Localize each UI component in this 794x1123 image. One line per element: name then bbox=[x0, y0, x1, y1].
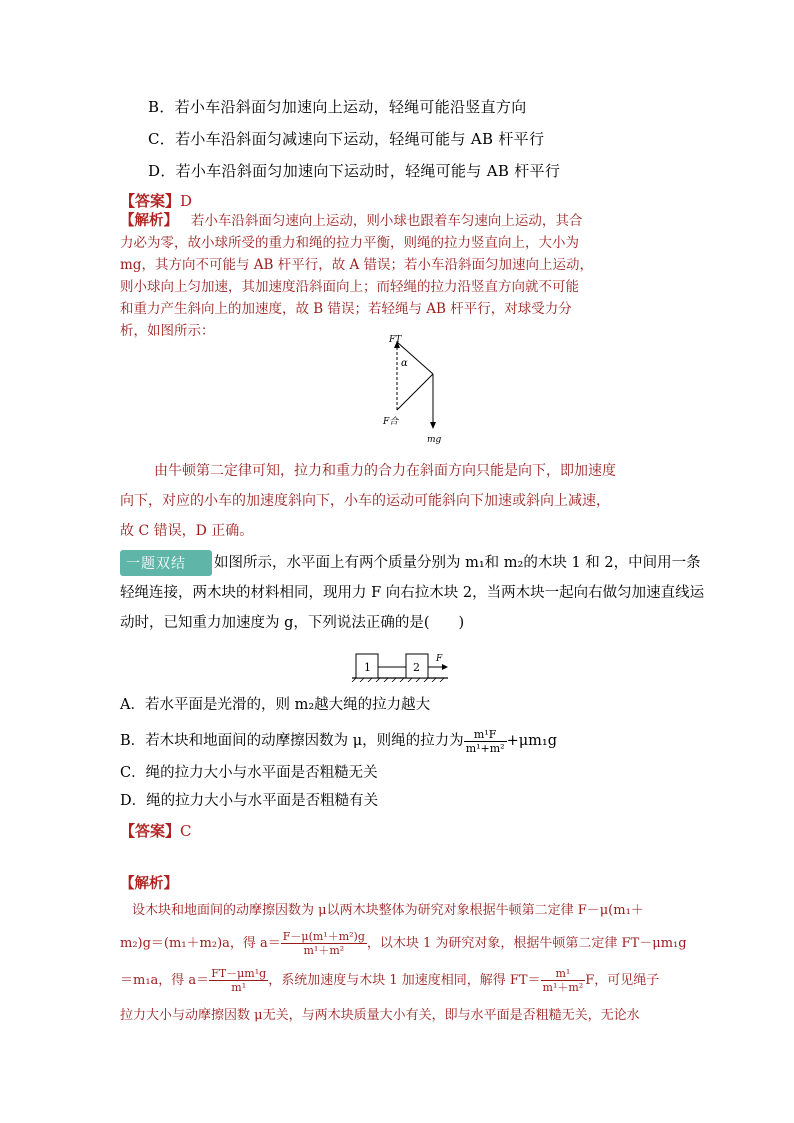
force-diagram bbox=[375, 332, 465, 447]
analysis-line: 析，如图所示： bbox=[120, 323, 215, 339]
text-fragment: ，以木块 1 为研究对象，根据牛顿第二定律 FT－μm₁g bbox=[366, 936, 687, 951]
answer-value: D bbox=[180, 192, 193, 210]
option-c-prev: C．若小车沿斜面匀减速向下运动，轻绳可能与 AB 杆平行 bbox=[148, 130, 545, 148]
fraction-numerator: m¹F bbox=[464, 728, 507, 742]
answer-label: 【答案】 bbox=[120, 822, 181, 840]
answer-1 bbox=[120, 190, 192, 211]
option-d-prev: D．若小车沿斜面匀加速向下运动时，轻绳可能与 AB 杆平行 bbox=[148, 162, 561, 180]
fraction-denominator: m¹+m² bbox=[465, 741, 505, 755]
answer-2 bbox=[120, 820, 192, 841]
analysis-line bbox=[120, 930, 687, 957]
label-ft: FT bbox=[389, 335, 402, 345]
analysis-line: 力必为零，故小球所受的重力和绳的拉力平衡，则绳的拉力竖直向上，大小为 bbox=[120, 235, 579, 251]
fraction-denominator: m¹＋m² bbox=[542, 981, 584, 994]
text-fragment: ＝m₁a，得 a＝ bbox=[120, 973, 210, 988]
fraction bbox=[541, 967, 586, 994]
analysis-2 bbox=[120, 872, 687, 1023]
fraction bbox=[281, 930, 367, 957]
fraction-numerator: m¹ bbox=[541, 967, 586, 981]
option-b-fraction bbox=[464, 728, 507, 755]
fraction-denominator: m¹ bbox=[231, 981, 247, 994]
badge-text: 一题双结 bbox=[126, 556, 186, 572]
question-line: 动时，已知重力加速度为 g，下列说法正确的是( ) bbox=[120, 615, 465, 631]
question-line: 轻绳连接，两木块的材料相同，现用力 F 向右拉木块 2，当两木块一起向右做匀加速直线运 bbox=[120, 585, 705, 601]
analysis-line: 若小车沿斜面匀速向上运动，则小球也跟着车匀速向上运动，其合 bbox=[190, 213, 583, 229]
option-d: D．绳的拉力大小与水平面是否粗糙有关 bbox=[120, 793, 379, 809]
text-fragment: ，系统加速度与木块 1 加速度相同，解得 FT＝ bbox=[268, 973, 541, 988]
analysis-line bbox=[120, 967, 687, 994]
force-label: F bbox=[436, 654, 443, 664]
option-b-prefix: B．若木块和地面间的动摩擦因数为 μ，则绳的拉力为 bbox=[120, 733, 464, 749]
fraction-numerator: FT－μm¹g bbox=[211, 967, 267, 980]
answer-value: C bbox=[180, 822, 192, 840]
option-a: A．若水平面是光滑的，则 m₂越大绳的拉力越大 bbox=[120, 697, 431, 713]
fraction-numerator: F－μ(m¹＋m²)g bbox=[282, 930, 365, 943]
analysis-line: 和重力产生斜向上的加速度，故 B 错误；若轻绳与 AB 杆平行，对球受力分 bbox=[120, 301, 572, 317]
analysis-line: 则小球向上匀加速，其加速度沿斜面向上；而轻绳的拉力沿竖直方向就不可能 bbox=[120, 279, 579, 295]
option-b bbox=[120, 726, 557, 756]
question-stem bbox=[120, 556, 704, 638]
text-fragment: m₂)g＝(m₁＋m₂)a，得 a＝ bbox=[120, 936, 281, 951]
label-mg: mg bbox=[427, 435, 442, 445]
answer-label: 【答案】 bbox=[120, 192, 181, 210]
label-alpha: α bbox=[401, 358, 408, 369]
analysis-line: mg，其方向不可能与 AB 杆平行，故 A 错误；若小车沿斜面匀加速向上运动， bbox=[120, 257, 594, 273]
option-c: C．绳的拉力大小与水平面是否粗糙无关 bbox=[120, 765, 378, 781]
block-1-label: 1 bbox=[364, 661, 371, 674]
conclusion-line: 向下，对应的小车的加速度斜向下，小车的运动可能斜向下加速或斜向上减速， bbox=[120, 493, 610, 509]
blocks-diagram bbox=[350, 648, 454, 682]
label-fhe: F合 bbox=[383, 417, 399, 427]
conclusion-line: 由牛顿第二定律可知，拉力和重力的合力在斜面方向只能是向下，即加速度 bbox=[154, 463, 616, 479]
fhe-line bbox=[397, 374, 433, 410]
analysis-label: 【解析】 bbox=[120, 875, 178, 892]
block-2-label: 2 bbox=[413, 661, 420, 674]
analysis-label: 【解析】 bbox=[120, 212, 178, 229]
conclusion bbox=[120, 456, 616, 546]
analysis-line: 拉力大小与动摩擦因数 μ无关，与两木块质量大小有关，即与水平面是否粗糙无关，无论水 bbox=[120, 1008, 640, 1023]
fraction-denominator: m¹＋m² bbox=[303, 944, 345, 957]
option-b-suffix: +μm₁g bbox=[506, 733, 558, 749]
conclusion-line: 故 C 错误，D 正确。 bbox=[120, 523, 254, 539]
analysis-1 bbox=[120, 210, 593, 342]
question-line: 如图所示，水平面上有两个质量分别为 m₁和 m₂的木块 1 和 2，中间用一条 bbox=[214, 555, 701, 571]
option-b-prev: B．若小车沿斜面匀加速向上运动，轻绳可能沿竖直方向 bbox=[148, 98, 527, 116]
fraction bbox=[209, 967, 268, 994]
analysis-line: 设木块和地面间的动摩擦因数为 μ以两木块整体为研究对象根据牛顿第二定律 F－μ(m₁＋ bbox=[132, 903, 644, 918]
text-fragment: F，可见绳子 bbox=[585, 973, 660, 988]
